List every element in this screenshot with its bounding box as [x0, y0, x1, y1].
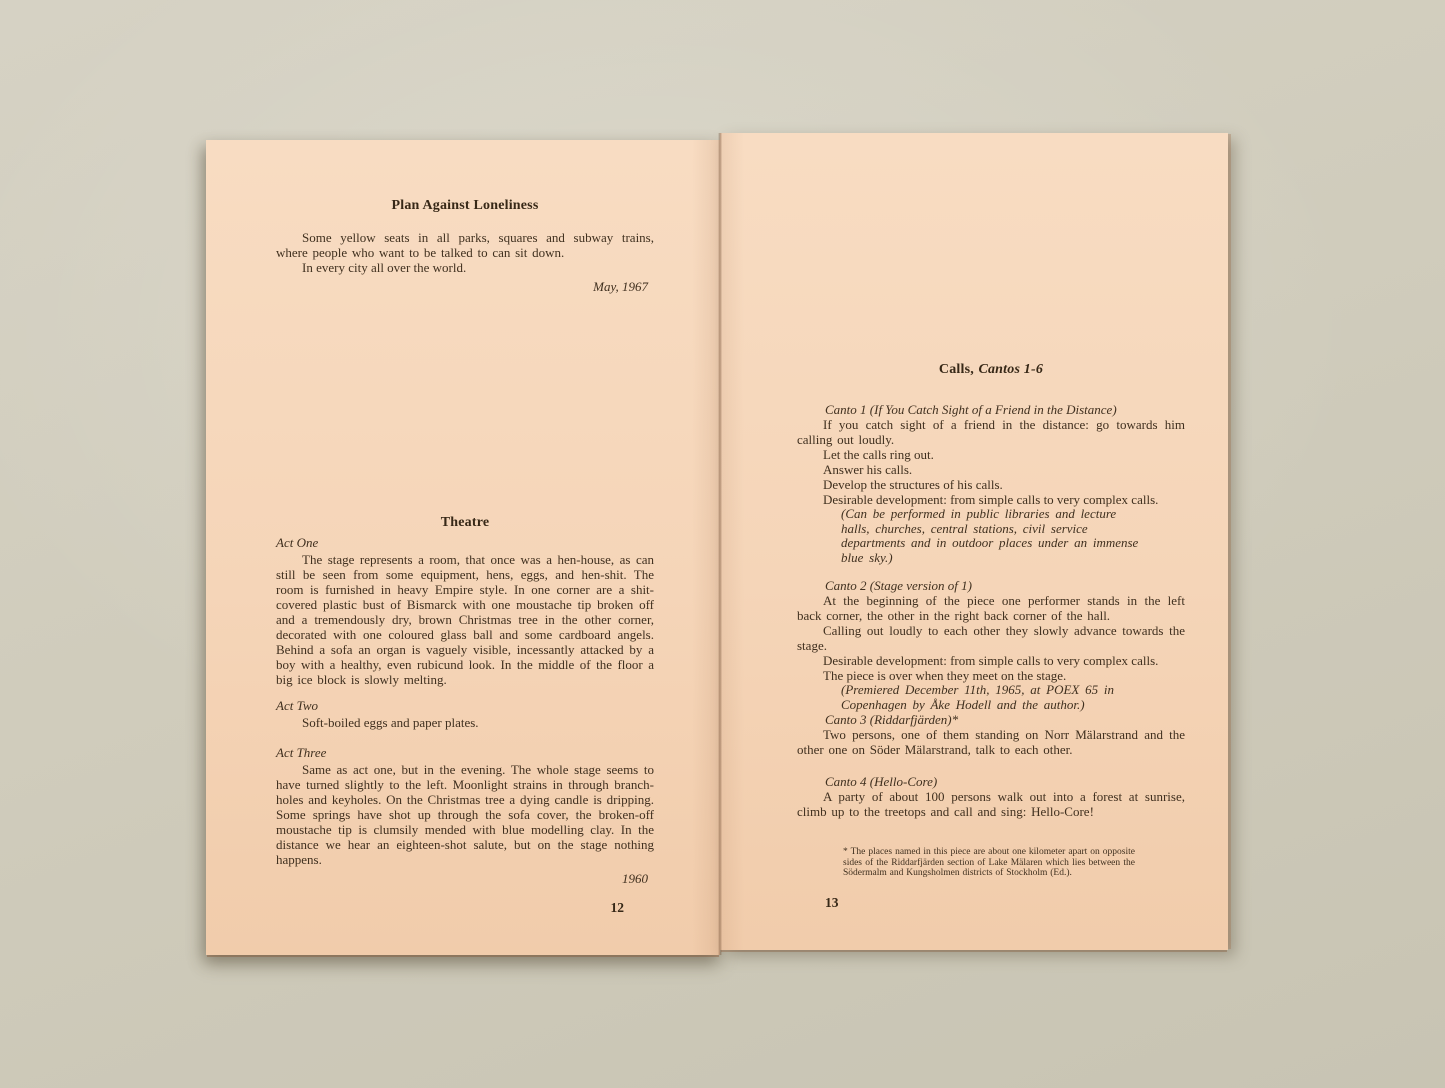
canto-1-para-3: Answer his calls. [823, 462, 913, 477]
title-italic-part: Cantos 1-6 [978, 362, 1044, 377]
plan-date: May, 1967 [593, 279, 648, 294]
canto-2-heading: Canto 2 (Stage version of 1) [825, 578, 972, 593]
canto-1-para-5: Desirable development: from simple calls to very complex calls. [823, 492, 1159, 507]
act-one-label: Act One [276, 535, 319, 550]
left-page-content [276, 140, 654, 915]
poem-title-plan-against-loneliness: Plan Against Loneliness [391, 198, 539, 213]
plan-paragraph-1: Some yellow seats in all parks, squares and subway trains, where people who want to be talked to can sit down. [276, 230, 654, 260]
page-number-13: 13 [825, 894, 839, 910]
right-page-content [797, 133, 1185, 910]
theatre-year: 1960 [622, 871, 648, 886]
plan-paragraph-2: In every city all over the world. [302, 260, 467, 275]
canto-2-premiere-note: (Premiered December 11th, 1965, at POEX 65 in Copenhagen by Åke Hodell and the author.) [841, 682, 1114, 712]
book-spine-crease [718, 133, 722, 955]
left-page [206, 140, 720, 955]
right-page [720, 133, 1228, 950]
canto-2-para-2: Calling out loudly to each other they slowly advance towards the stage. [797, 623, 1185, 653]
act-three-text: Same as act one, but in the evening. The whole stage seems to have turned slightly to the left. Moonlight strains in through branch-holes and keyholes. On the Christmas tree a dying candle is dripping. Some springs have shot up through the sofa cover, the broken-off moustache tip is clumsily mended with blue modelling clay. In the distance we hear an eighteen-shot salute, but on the stage nothing happens. [276, 762, 654, 867]
act-two-text: Soft-boiled eggs and paper plates. [302, 715, 479, 730]
poem-title-theatre: Theatre [440, 515, 490, 530]
canto-3-heading: Canto 3 (Riddarfjärden)* [825, 712, 959, 727]
canto-1-para-4: Develop the structures of his calls. [823, 477, 1003, 492]
riddarfjarden-footnote: * The places named in this piece are about one kilometer apart on opposite sides of the Riddarfjärden section of Lake Mälaren which lies between the Södermalm and Kungsholmen districts of Stockholm (Ed.). [843, 847, 1135, 878]
canto-1-heading: Canto 1 (If You Catch Sight of a Friend in the Distance) [825, 402, 1117, 417]
act-one-text: The stage represents a room, that once was a hen-house, as can still be seen from some equipment, hens, eggs, and hen-shit. The room is furnished in heavy Empire style. In one corner are a shit-covered plastic bust of Bismarck with one moustache tip broken off and a tremendously dry, brown Christmas tree in the other corner, decorated with one coloured glass ball and some cardboard angels. Behind a sofa an organ is vaguely visible, incessantly attacked by a boy with a healthy, even rubicund look. In the middle of the floor a big ice block is slowly melting. [276, 552, 654, 687]
canto-1-performance-note: (Can be performed in public libraries and lecture halls, churches, central stations, civil service departments and in outdoor places under an immense blue sky.) [841, 506, 1139, 565]
title-roman-part: Calls, [938, 362, 974, 377]
canto-3-para-1: Two persons, one of them standing on Norr Mälarstrand and the other one on Söder Mälarstrand, talk to each other. [797, 727, 1185, 757]
canto-2-para-4: The piece is over when they meet on the stage. [823, 668, 1067, 683]
canto-4-heading: Canto 4 (Hello-Core) [825, 774, 938, 789]
page-number-12: 12 [610, 900, 624, 915]
canto-2-para-3: Desirable development: from simple calls to very complex calls. [823, 653, 1159, 668]
book-spread [206, 133, 1228, 959]
canto-1-para-2: Let the calls ring out. [823, 447, 934, 462]
act-two-label: Act Two [276, 698, 319, 713]
canto-4-para-1: A party of about 100 persons walk out into a forest at sunrise, climb up to the treetops and call and sing: Hello-Core! [797, 789, 1185, 819]
poem-title-calls-cantos [797, 361, 1185, 379]
act-three-label: Act Three [276, 745, 327, 760]
canto-2-para-1: At the beginning of the piece one performer stands in the left back corner, the other in the right back corner of the hall. [797, 593, 1185, 623]
canto-1-para-1: If you catch sight of a friend in the distance: go towards him calling out loudly. [797, 417, 1185, 447]
